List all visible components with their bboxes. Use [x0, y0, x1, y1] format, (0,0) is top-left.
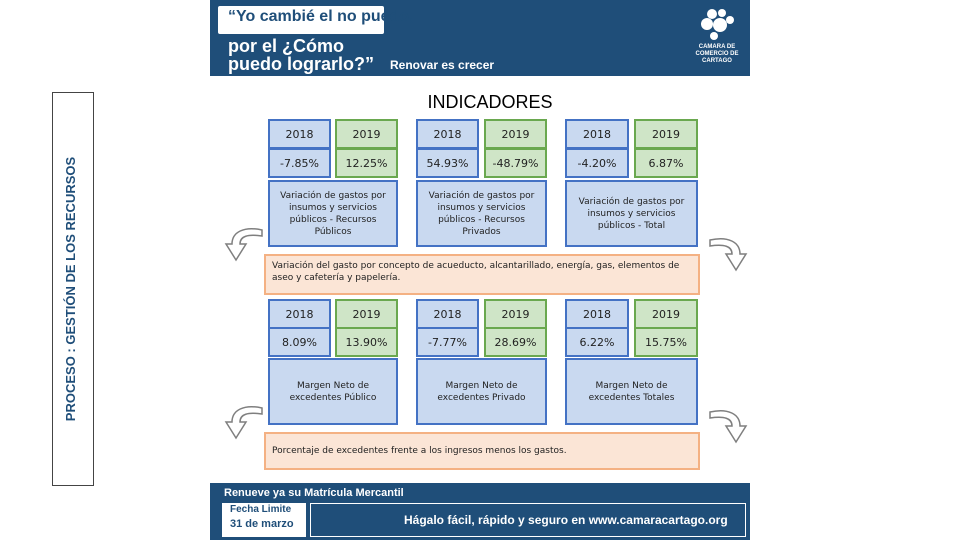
value-cell: -7.77%	[416, 327, 479, 357]
indicator-description: Variación de gastos por insumos y servicios públicos - Total	[565, 180, 698, 247]
value-cell: -4.20%	[565, 148, 629, 178]
slogan-line-1: “Yo cambié el no puedo,	[228, 8, 414, 25]
indicator-description: Variación de gastos por insumos y servicios públicos - Recursos Privados	[416, 180, 547, 247]
year-cell: 2019	[484, 119, 547, 149]
curved-arrow-left-icon	[222, 400, 266, 444]
year-cell: 2018	[268, 119, 331, 149]
value-cell: 6.22%	[565, 327, 629, 357]
value-cell: 12.25%	[335, 148, 398, 178]
curved-arrow-right-icon	[706, 404, 750, 448]
renewal-notice: Renueve ya su Matrícula Mercantil	[224, 487, 404, 499]
indicator-note: Porcentaje de excedentes frente a los ingresos menos los gastos.	[264, 432, 700, 470]
value-cell: 28.69%	[484, 327, 547, 357]
value-cell: 8.09%	[268, 327, 331, 357]
year-cell: 2019	[335, 299, 398, 329]
slogan-line-3: puedo lograrlo?”	[228, 54, 374, 74]
year-cell: 2018	[268, 299, 331, 329]
value-cell: 15.75%	[634, 327, 698, 357]
header-banner	[210, 0, 750, 76]
footer-banner	[210, 483, 750, 540]
year-cell: 2019	[335, 119, 398, 149]
year-cell: 2019	[484, 299, 547, 329]
tagline: Renovar es crecer	[390, 58, 495, 72]
value-cell: 6.87%	[634, 148, 698, 178]
website-callout: Hágalo fácil, rápido y seguro en www.camaracartago.org	[404, 513, 728, 527]
deadline-date: 31 de marzo	[230, 518, 294, 530]
indicator-description: Margen Neto de excedentes Totales	[565, 358, 698, 425]
indicator-description: Variación de gastos por insumos y servicios públicos - Recursos Públicos	[268, 180, 398, 247]
logo-text: CAMARA DE COMERCIO DE CARTAGO	[695, 44, 739, 64]
page-title: INDICADORES	[427, 92, 553, 112]
year-cell: 2018	[565, 299, 629, 329]
deadline-label: Fecha Limite	[230, 504, 292, 515]
curved-arrow-left-icon	[222, 222, 266, 266]
curved-arrow-right-icon	[706, 232, 750, 276]
year-cell: 2019	[634, 119, 698, 149]
year-cell: 2018	[416, 119, 479, 149]
slogan-line-2: por el ¿Cómo	[228, 36, 344, 56]
value-cell: 13.90%	[335, 327, 398, 357]
process-label: PROCESO : GESTIÓN DE LOS RECURSOS	[63, 156, 78, 422]
value-cell: 54.93%	[416, 148, 479, 178]
indicator-description: Margen Neto de excedentes Público	[268, 358, 398, 425]
year-cell: 2018	[416, 299, 479, 329]
value-cell: -48.79%	[484, 148, 547, 178]
year-cell: 2018	[565, 119, 629, 149]
year-cell: 2019	[634, 299, 698, 329]
indicator-description: Margen Neto de excedentes Privado	[416, 358, 547, 425]
indicator-note: Variación del gasto por concepto de acueducto, alcantarillado, energía, gas, elementos de aseo y cafetería y papelería.	[264, 254, 700, 295]
value-cell: -7.85%	[268, 148, 331, 178]
